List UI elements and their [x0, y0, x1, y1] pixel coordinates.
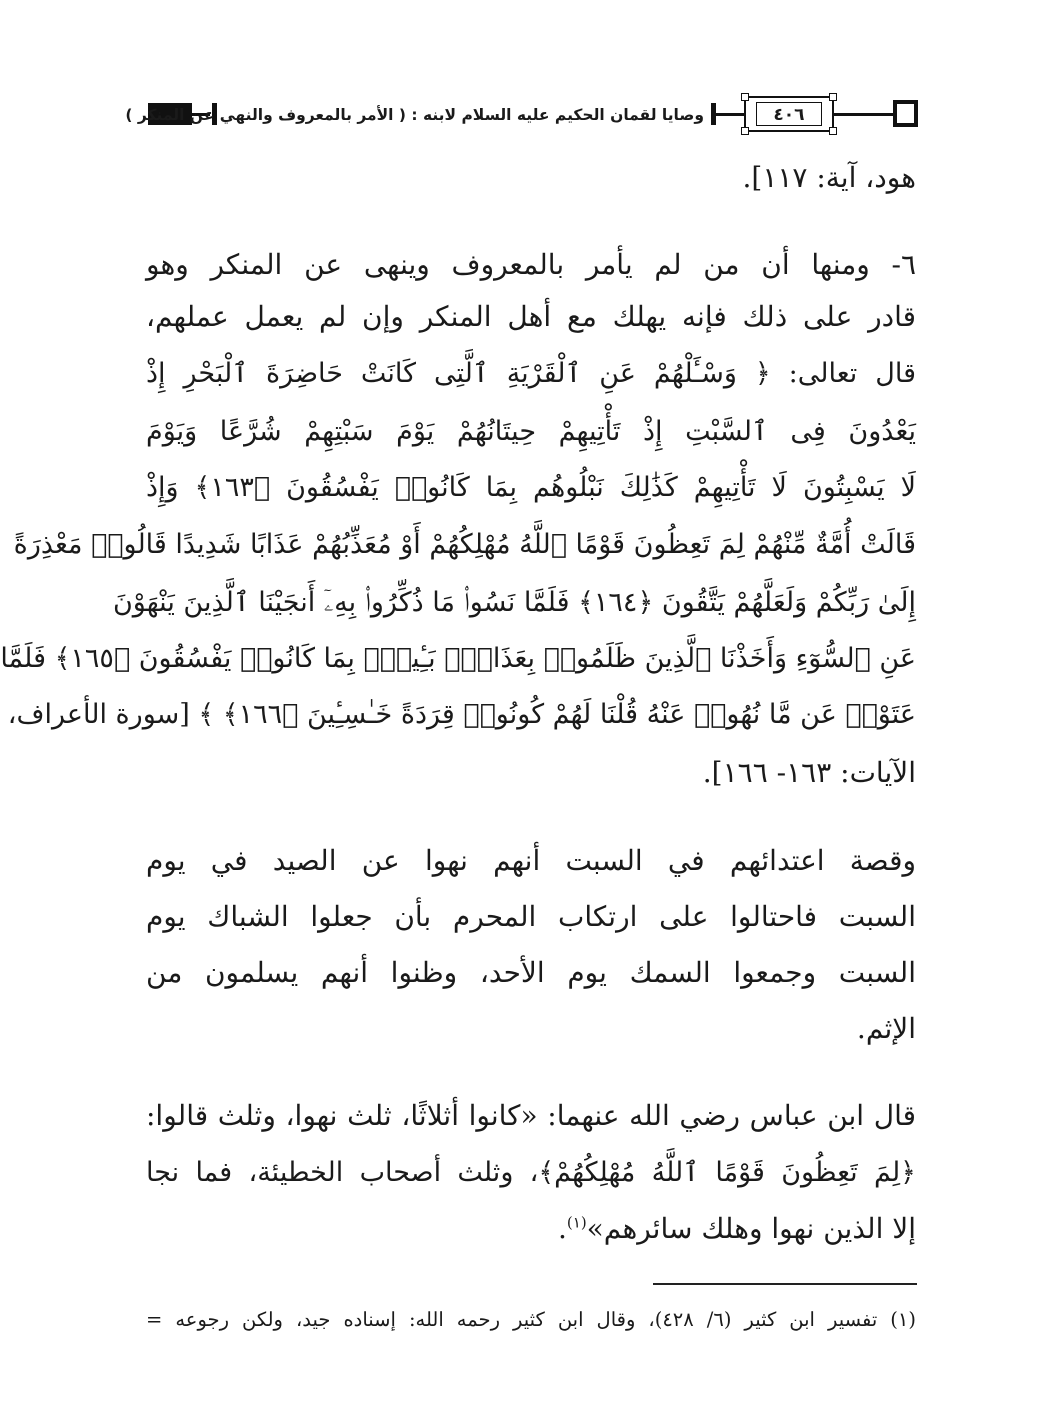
header-ornament-square	[893, 100, 918, 127]
header-ornament-line	[716, 113, 744, 116]
verse-line: يَعْدُونَ فِى ٱلسَّبْتِ إِذْ تَأْتِيهِمْ حِيتَانُهُمْ يَوْمَ سَبْتِهِمْ شُرَّعًا وَيَوْمَ	[146, 416, 916, 447]
page-number-box	[744, 96, 834, 132]
page-number: ٤٠٦	[756, 102, 822, 126]
ornament-corner	[741, 127, 749, 135]
running-header	[125, 96, 918, 134]
text-line: السبت فاحتالوا على ارتكاب المحرم بأن جعلوا الشباك يوم	[146, 900, 916, 933]
text-line: ﴿لِمَ تَعِظُونَ قَوْمًا ٱللَّهُ مُهْلِكُهُمْ﴾، وثلث أصحاب الخطيئة، فما نجا	[146, 1157, 916, 1188]
ornament-corner	[829, 127, 837, 135]
text-line: وقصة اعتدائهم في السبت أنهم نهوا عن الصيد في يوم	[146, 844, 916, 877]
verse-line: إِلَىٰ رَبِّكُمْ وَلَعَلَّهُمْ يَتَّقُونَ ﴿١٦٤﴾ فَلَمَّا نَسُوا۟ مَا ذُكِّرُوا۟ بِهِۦٓ أَنجَيْنَا ٱلَّذِينَ يَنْهَوْنَ	[112, 587, 916, 618]
footnote: (١) تفسير ابن كثير (٦/ ٤٢٨)، وقال ابن كثير رحمه الله: إسناده جيد، ولكن رجوعه =	[146, 1308, 917, 1331]
ornament-corner	[741, 93, 749, 101]
verse-line: عَتَوْا۟ عَن مَّا نُهُوا۟ عَنْهُ قُلْنَا لَهُمْ كُونُوا۟ قِرَدَةً خَـٰسِـِٔينَ ﴿١٦٦﴾ ﴾ [سورة الأعراف،	[7, 699, 916, 730]
text-segment: .	[557, 1212, 567, 1245]
text-line: ٦- ومنها أن من لم يأمر بالمعروف وينهى عن المنكر وهو	[146, 248, 916, 281]
text-line: الإثم.	[856, 1012, 916, 1045]
verse-line: عَنِ ٱلسُّوٓءِ وَأَخَذْنَا ٱلَّذِينَ ظَلَمُوا۟ بِعَذَابٍۭ بَـِٔيسٍۭ بِمَا كَانُوا۟ يَفْسُقُونَ ﴿١٦٥﴾ فَلَمَّا	[0, 643, 916, 674]
verse-line: قال تعالى: ﴿ وَسْـَٔلْهُمْ عَنِ ٱلْقَرْيَةِ ٱلَّتِى كَانَتْ حَاضِرَةَ ٱلْبَحْرِ إِذْ	[146, 358, 916, 389]
text-line: هود، آية: ١١٧].	[742, 161, 916, 194]
text-line: قال ابن عباس رضي الله عنهما: «كانوا أثلاثًا، ثلث نهوا، وثلث قالوا:	[146, 1099, 916, 1132]
verse-line: لَا يَسْبِتُونَ لَا تَأْتِيهِمْ كَذَٰلِكَ نَبْلُوهُم بِمَا كَانُوا۟ يَفْسُقُونَ ﴿١٦٣﴾ وَإِذْ	[146, 472, 916, 503]
text-line: السبت وجمعوا السمك يوم الأحد، وظنوا أنهم يسلمون من	[146, 956, 916, 989]
verse-line: قَالَتْ أُمَّةٌ مِّنْهُمْ لِمَ تَعِظُونَ قَوْمًا ٱللَّهُ مُهْلِكُهُمْ أَوْ مُعَذِّبُهُمْ عَذَابًا شَدِيدًا قَالُوا۟ مَعْذِرَةً	[13, 529, 916, 560]
running-title: وصايا لقمان الحكيم عليه السلام لابنه : ( الأمر بالمعروف والنهي عن المنكر )	[125, 106, 704, 124]
header-ornament-line	[834, 113, 893, 116]
footnote-divider	[653, 1283, 917, 1285]
text-line: الآيات: ١٦٣- ١٦٦].	[702, 756, 916, 789]
ornament-corner	[829, 93, 837, 101]
footnote-reference: (١)	[566, 1213, 587, 1232]
text-segment: إلا الذين نهوا وهلك سائرهم»	[586, 1212, 916, 1245]
text-line	[146, 1202, 916, 1256]
text-line: قادر على ذلك فإنه يهلك مع أهل المنكر وإن لم يعمل عملهم،	[146, 300, 917, 333]
